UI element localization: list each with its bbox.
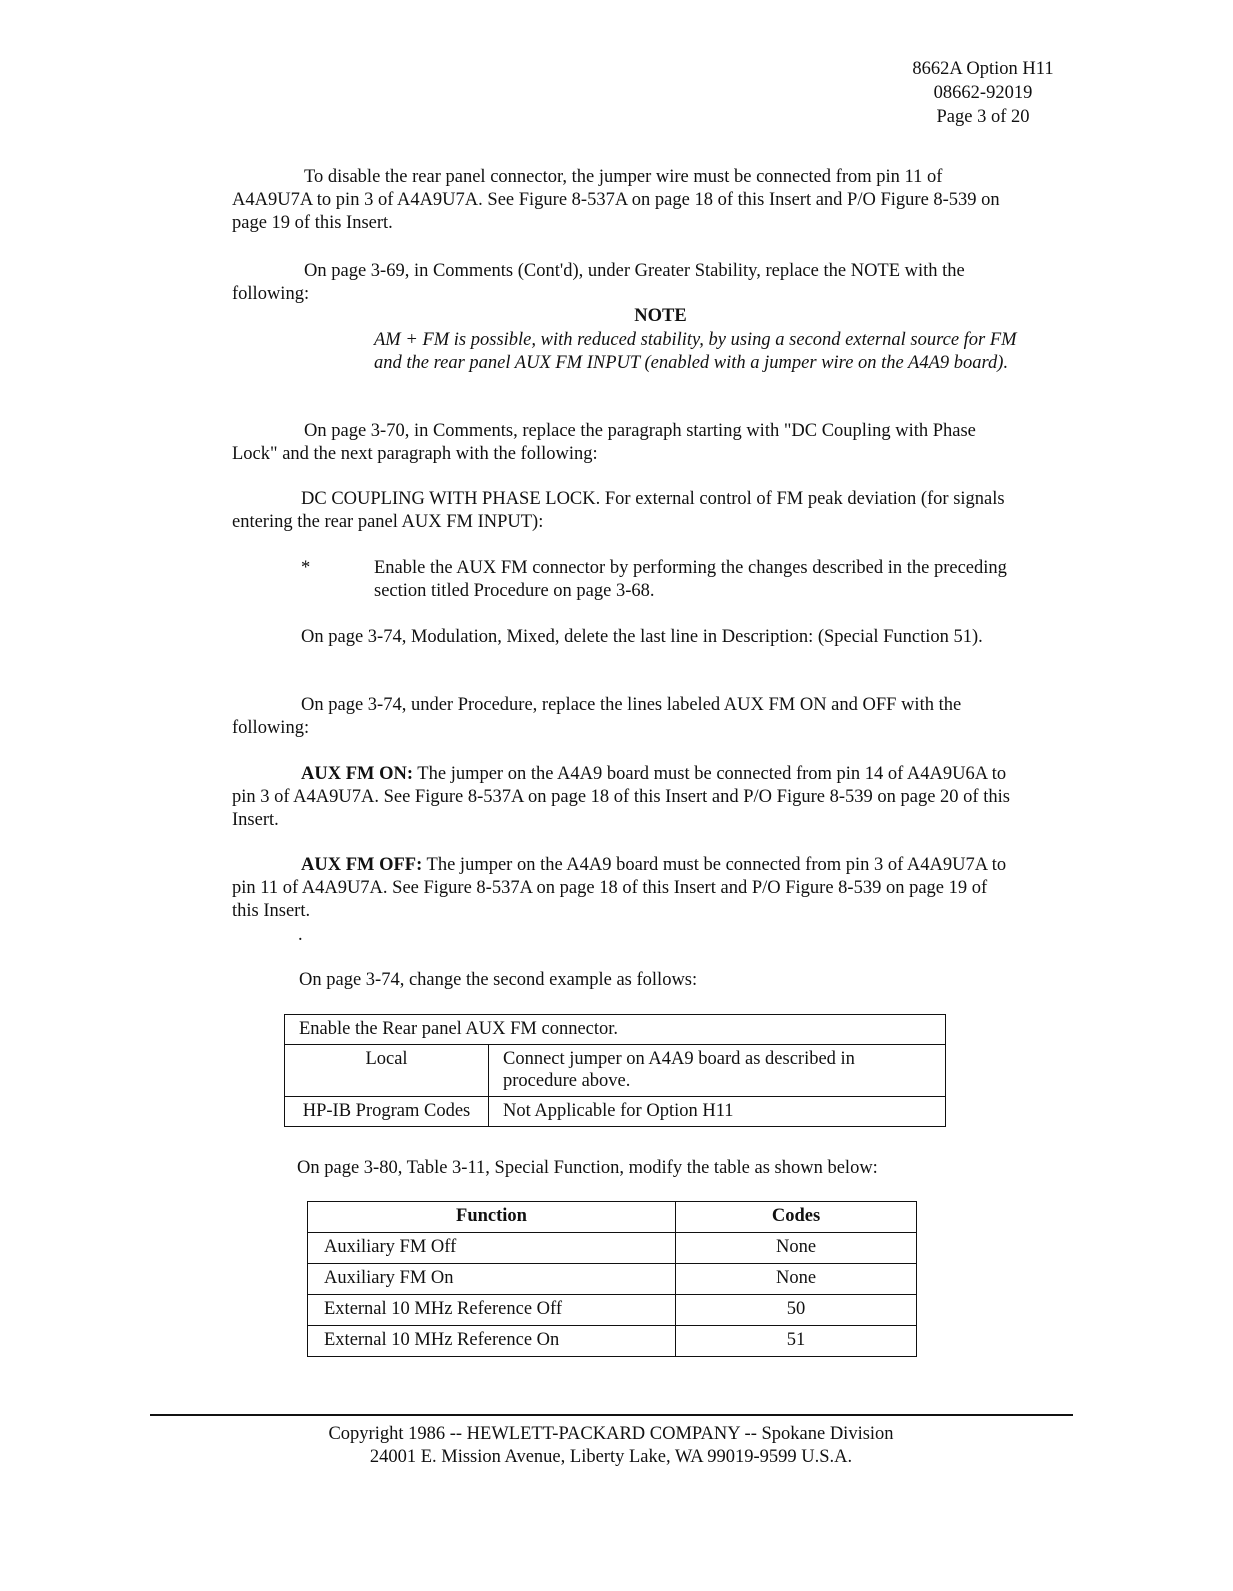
paragraph-procedure: On page 3-74, under Procedure, replace the lines labeled AUX FM ON and OFF with the following: <box>232 695 962 738</box>
table-row <box>308 1326 917 1357</box>
paragraph-aux-fm-on <box>232 763 1012 832</box>
bullet-text: Enable the AUX FM connector by performing the changes described in the preceding section titled Procedure on page 3-68. <box>374 558 1007 601</box>
example-table <box>284 1014 946 1127</box>
bullet-marker: * <box>301 558 311 578</box>
table-cell-function: Auxiliary FM On <box>308 1264 676 1295</box>
paragraph-modulation-mixed: On page 3-74, Modulation, Mixed, delete the last line in Description: (Special Function 51). <box>301 627 983 647</box>
table-cell-code: None <box>676 1264 917 1295</box>
aux-fm-off-label: AUX FM OFF: <box>301 855 423 875</box>
column-header-codes: Codes <box>676 1202 917 1233</box>
document-footer <box>200 1423 1022 1469</box>
paragraph-dc-coupling-instruction: On page 3-70, in Comments, replace the paragraph starting with "DC Coupling with Phase Lock" and the next paragraph with the following: <box>232 421 976 464</box>
note-body: AM + FM is possible, with reduced stability, by using a second external source for FM and the rear panel AUX FM INPUT (enabled with a jumper wire on the A4A9 board). <box>374 330 1017 373</box>
table-row <box>285 1015 946 1045</box>
aux-fm-off-text: The jumper on the A4A9 board must be connected from pin 3 of A4A9U7A to pin 11 of A4A9U7A. See Figure 8-537A on page 18 of this Insert and P/O Figure 8-539 on page 19 of this Insert. <box>232 855 1007 921</box>
table-row <box>308 1233 917 1264</box>
table-header-row <box>308 1202 917 1233</box>
table-row <box>308 1264 917 1295</box>
table-cell-code: None <box>676 1233 917 1264</box>
table-row <box>285 1097 946 1127</box>
aux-fm-on-label: AUX FM ON: <box>301 764 414 784</box>
table-cell-code: 50 <box>676 1295 917 1326</box>
model-option: 8662A Option H11 <box>912 59 1054 79</box>
table-cell-function: External 10 MHz Reference On <box>308 1326 676 1357</box>
address-line: 24001 E. Mission Avenue, Liberty Lake, WA 99019-9599 U.S.A. <box>369 1447 853 1467</box>
table-row <box>308 1295 917 1326</box>
paragraph-dc-coupling: DC COUPLING WITH PHASE LOCK. For external control of FM peak deviation (for signals entering the rear panel AUX FM INPUT): <box>232 489 1005 532</box>
table-cell-function: Auxiliary FM Off <box>308 1233 676 1264</box>
stray-mark: . <box>298 925 303 945</box>
table-cell-value: Not Applicable for Option H11 <box>489 1097 946 1127</box>
copyright-line: Copyright 1986 -- HEWLETT-PACKARD COMPANY -- Spokane Division <box>328 1424 894 1444</box>
table-cell-code: 51 <box>676 1326 917 1357</box>
table-row <box>285 1045 946 1097</box>
document-number: 08662-92019 <box>933 83 1033 103</box>
example-table-title: Enable the Rear panel AUX FM connector. <box>285 1015 946 1045</box>
paragraph-note-instruction: On page 3-69, in Comments (Cont'd), under Greater Stability, replace the NOTE with the following: <box>232 261 965 304</box>
column-header-function: Function <box>308 1202 676 1233</box>
paragraph-disable-connector: To disable the rear panel connector, the jumper wire must be connected from pin 11 of A4A9U7A to pin 3 of A4A9U7A. See Figure 8-537A on page 18 of this Insert and P/O Figure 8-539 on page 19 of this Insert. <box>232 167 1000 233</box>
special-function-table <box>307 1201 917 1357</box>
table-cell-function: External 10 MHz Reference Off <box>308 1295 676 1326</box>
note-title: NOTE <box>634 306 687 326</box>
table-cell-label: Local <box>285 1045 489 1097</box>
paragraph-table-3-11: On page 3-80, Table 3-11, Special Function, modify the table as shown below: <box>297 1158 878 1178</box>
table-cell-value: Connect jumper on A4A9 board as described in procedure above. <box>489 1045 946 1097</box>
footer-divider <box>150 1414 1073 1416</box>
page-number: Page 3 of 20 <box>936 107 1030 127</box>
paragraph-aux-fm-off <box>232 854 1012 923</box>
paragraph-second-example: On page 3-74, change the second example as follows: <box>299 970 698 990</box>
aux-fm-on-text: The jumper on the A4A9 board must be connected from pin 14 of A4A9U6A to pin 3 of A4A9U7A. See Figure 8-537A on page 18 of this Insert and P/O Figure 8-539 on page 20 of this Insert. <box>232 764 1010 830</box>
table-cell-label: HP-IB Program Codes <box>285 1097 489 1127</box>
document-header <box>880 57 1086 129</box>
